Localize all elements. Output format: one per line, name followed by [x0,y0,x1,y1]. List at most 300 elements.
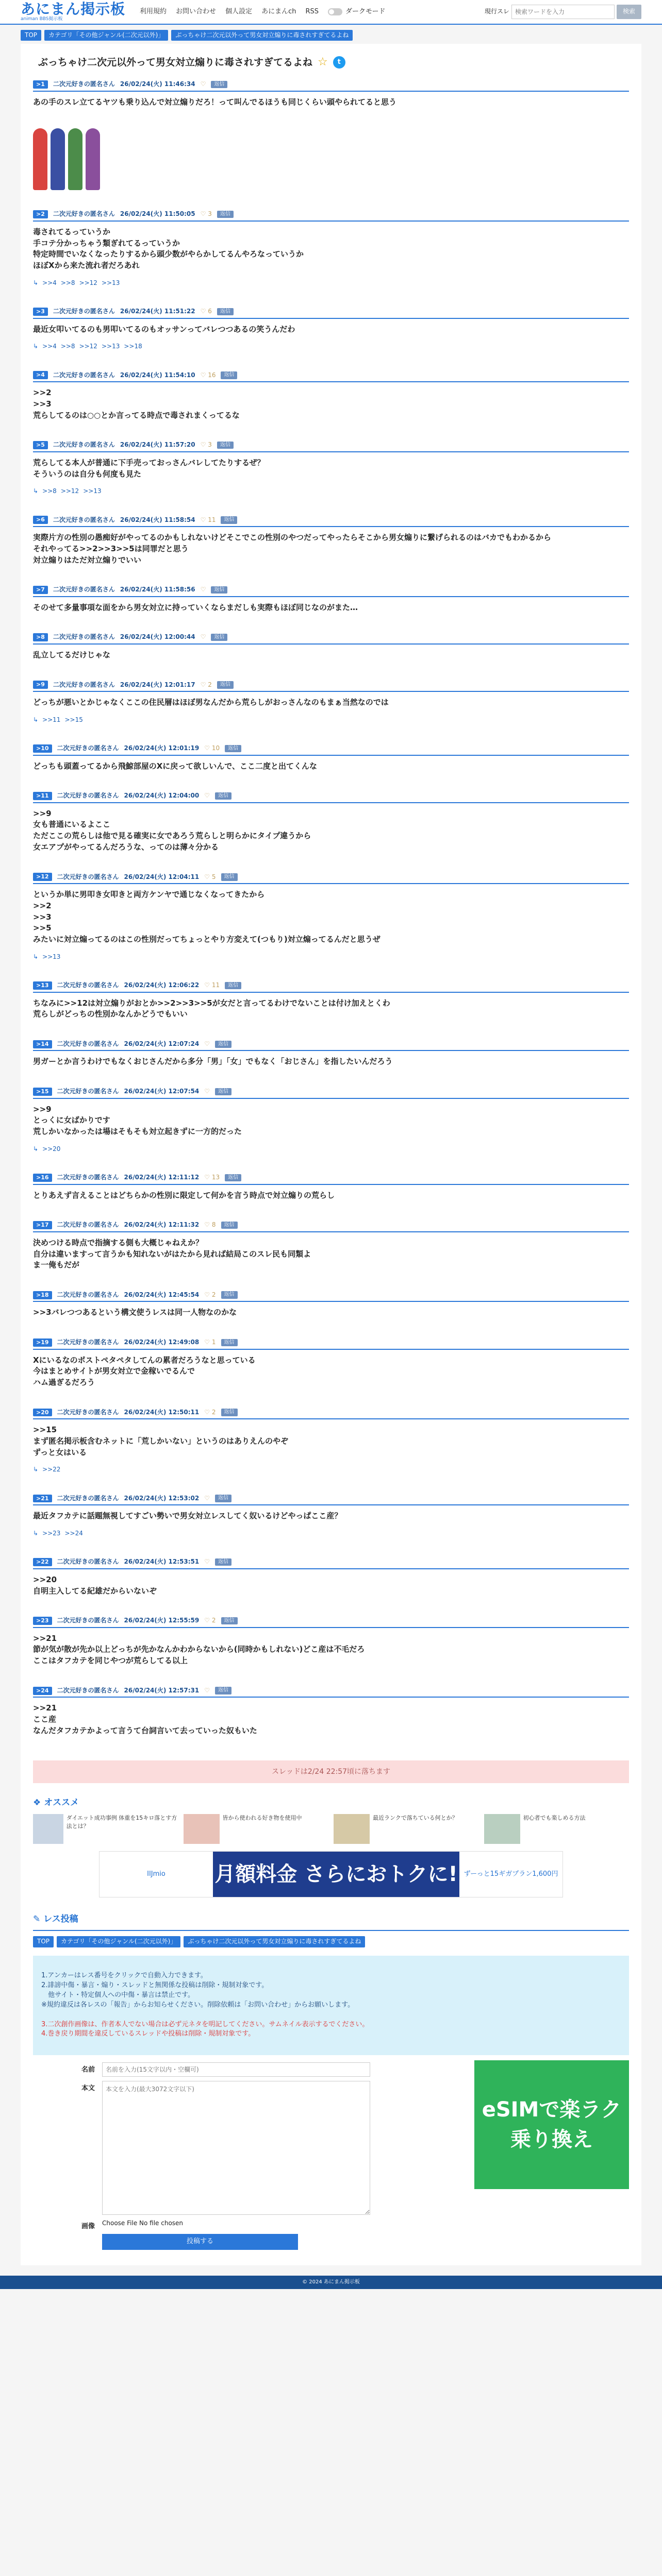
heart-icon: ♡ [204,1291,210,1299]
reply-link[interactable]: >>13 [83,487,102,495]
breadcrumb-thread[interactable]: ぶっちゃけ二次元以外って男女対立煽りに毒されすぎてるよね [184,1936,365,1947]
post-body: あの手のスレ立てるヤツも乗り込んで対立煽りだろ！って叫んでるほうも同じくらい頭やられてると思う [33,97,397,107]
reply-button[interactable]: 返信 [221,1617,238,1625]
like-number: 11 [211,981,220,989]
reply-arrow-icon: ↳ [33,1466,39,1473]
reply-link[interactable]: >>24 [64,1529,83,1537]
reply-arrow-icon: ↳ [33,953,39,960]
post-meta [33,631,629,644]
name-label: 名前 [81,2066,95,2074]
breadcrumb-top[interactable]: TOP [33,1936,54,1947]
post-body: Xにいるなのポストペタペタしてんの累者だろうなと思っている 今はまとめサイトが男女対立で金稼いでるんで ハム過ぎるだろう [33,1355,256,1387]
post-author: 二次元好きの匿名さん [53,633,115,641]
reply-link[interactable]: >>4 [42,343,57,350]
heart-icon: ♡ [204,1221,210,1229]
search-button[interactable]: 検索 [617,5,641,19]
reply-link[interactable]: >>13 [101,343,120,350]
like-count[interactable] [204,873,216,882]
reply-link[interactable]: >>22 [42,1466,61,1473]
breadcrumb [21,25,641,44]
post [33,1682,629,1752]
reply-arrow-icon: ↳ [33,1145,39,1153]
post-number[interactable]: >10 [33,744,52,753]
post-number[interactable]: >11 [33,792,52,800]
like-count[interactable] [204,1173,220,1182]
post [33,869,629,977]
post-number[interactable]: >14 [33,1040,52,1048]
post-number[interactable]: >20 [33,1409,52,1417]
heart-icon: ♡ [204,1617,210,1624]
osusume-text: ダイエット成功事例 体重を15キロ落とす方法とは？ [66,1815,177,1830]
heart-icon: ♡ [200,586,206,594]
heart-icon: ♡ [204,981,210,989]
post-body: >>21 ここ産 なんだタフカテかよって言うて台詞言いて去っていった奴もいた [33,1703,257,1735]
post-date: 26/02/24(火) 11:54:10 [120,371,195,379]
post-author: 二次元好きの匿名さん [57,981,119,989]
post-number[interactable]: >23 [33,1617,52,1625]
post [33,1490,629,1554]
post-number[interactable]: >15 [33,1088,52,1096]
post-number[interactable]: >17 [33,1221,52,1229]
dark-mode-toggle[interactable] [328,7,385,17]
heart-icon: ♡ [204,1408,210,1416]
like-count[interactable] [204,1408,216,1417]
reply-button[interactable]: 返信 [215,792,231,800]
post-body: 最近タフカテに話題無視してすごい勢いで男女対立レスしてく奴いるけどやっぱここ産？ [33,1511,342,1521]
post [33,1553,629,1612]
reply-button[interactable]: 返信 [221,1339,238,1347]
post-meta [33,1492,629,1505]
heart-icon: ♡ [200,633,206,641]
twitter-share-icon[interactable]: t [333,56,345,69]
thread-title: ぶっちゃけ二次元以外って男女対立煽りに毒されすぎてるよね [38,56,313,68]
reply-arrow-icon: ↳ [33,716,39,723]
like-number: 11 [208,516,216,523]
post-date: 26/02/24(火) 12:07:54 [124,1088,200,1095]
osusume-item[interactable] [33,1814,178,1844]
reply-button[interactable]: 返信 [215,1558,231,1566]
post-date: 26/02/24(火) 12:04:00 [124,792,200,800]
heart-icon: ♡ [204,1686,210,1694]
like-number: 3 [208,210,212,218]
post-number[interactable]: >24 [33,1687,52,1695]
post-author: 二次元好きの匿名さん [57,1686,119,1694]
post-number[interactable]: >7 [33,586,48,594]
reply-button[interactable]: 返信 [215,1495,231,1502]
breadcrumb-category[interactable]: カテゴリ「その他ジャンル(二次元以外)」 [57,1936,180,1947]
post-date: 26/02/24(火) 12:04:11 [124,873,200,880]
post-date: 26/02/24(火) 12:50:11 [124,1408,200,1416]
thread-expire-notice: スレッドは2/24 22:57頃に落ちます [33,1760,629,1783]
post [33,76,629,206]
osusume-item[interactable] [484,1814,630,1844]
post-number[interactable]: >1 [33,80,48,89]
post-author: 二次元好きの匿名さん [53,371,115,379]
heart-icon: ♡ [200,681,206,688]
post-body: そのせて多量事項な面をから男女対立に持っていくならまだしも実際もほぼ同じなのがまた… [33,602,358,612]
like-count[interactable] [201,307,212,316]
body-textarea[interactable] [102,2081,370,2215]
reply-link[interactable]: >>4 [42,279,57,286]
like-count[interactable] [204,1686,210,1695]
like-count[interactable] [201,210,212,218]
post-author: 二次元好きの匿名さん [53,681,115,688]
osusume-text: 最近ランクで落ちている何とか？ [373,1815,458,1822]
heart-icon: ♡ [204,1338,210,1346]
osusume-heading [33,1791,629,1815]
post-author: 二次元好きの匿名さん [57,1617,119,1624]
posting-rules-text: 1.アンカーはレス番号をクリックで自動入力できます。 2.誹謗中傷・暴言・煽り・スレッドと無関係な投稿は削除・規制対象です。 他サイト・特定個人への中傷・暴言は禁止です。 ※規約違反は各レスの「報告」からお知らせください。削除依頼は「お問い合わせ」からお願いします。 [41,1972,355,2009]
post [33,303,629,367]
breadcrumb-thread[interactable]: ぶっちゃけ二次元以外って男女対立煽りに毒されすぎてるよね [171,30,353,41]
osusume-row [33,1814,629,1844]
breadcrumb-category[interactable]: カテゴリ「その他ジャンル(二次元以外)」 [44,30,168,41]
name-row [33,2060,464,2079]
site-header [0,0,662,25]
search-input[interactable] [511,5,615,19]
post-body: 荒らしてる本人が普通に下手売っておっさんバレしてたりするぜ？ そういうのは自分も何度も見た [33,457,265,479]
like-count[interactable] [201,371,216,380]
post-meta [33,208,629,221]
post-date: 26/02/24(火) 12:11:12 [124,1174,200,1181]
post-number[interactable]: >3 [33,308,48,316]
reply-button[interactable]: 返信 [221,1409,238,1416]
like-count[interactable] [201,80,206,89]
heart-icon: ♡ [200,441,206,449]
reply-button[interactable]: 返信 [221,1222,238,1229]
reply-link[interactable]: >>12 [79,343,97,350]
post-body: 決めつける時点で指摘する側も大概じゃねえか？ 自分は違いますって言うかも知れないがはたから見れば結局このスレ民も同類よ ま一俺もだが [33,1238,311,1270]
toggle-switch[interactable] [328,8,342,15]
like-number: 2 [211,1291,216,1299]
reply-link[interactable]: >>15 [64,716,83,723]
post-number[interactable]: >16 [33,1174,52,1182]
post-date: 26/02/24(火) 11:58:54 [120,516,195,523]
post [33,787,629,868]
like-count[interactable] [204,791,210,800]
post-date: 26/02/24(火) 11:57:20 [120,441,195,449]
osusume-item[interactable] [334,1814,479,1844]
post-author: 二次元好きの匿名さん [57,1291,119,1299]
like-count[interactable] [204,1338,216,1347]
post-meta [33,679,629,692]
body-row [33,2079,464,2217]
reply-button[interactable]: 返信 [217,681,234,689]
post-date: 26/02/24(火) 12:49:08 [124,1338,200,1346]
reply-links [33,945,629,961]
figure-shape [86,128,100,190]
post-body: どっちが悪いとかじゃなくここの住民層はほぼ男なんだから荒らしがおっさんなのもまぁ当然なのでは [33,697,389,707]
post-number[interactable]: >13 [33,981,52,990]
post-author: 二次元好きの匿名さん [53,210,115,218]
figure-shape [51,128,65,190]
post-meta [33,789,629,803]
heart-icon: ♡ [204,1174,210,1181]
like-count[interactable] [204,981,220,990]
reply-button[interactable]: 返信 [211,586,227,594]
post-number[interactable]: >22 [33,1558,52,1566]
reply-link[interactable]: >>13 [42,953,61,960]
thread-main [21,44,641,2265]
like-number: 6 [208,308,212,315]
reply-button[interactable]: 返信 [215,1687,231,1694]
post-number[interactable]: >8 [33,633,48,641]
reply-button[interactable]: 返信 [225,982,241,990]
reply-button[interactable]: 返信 [225,745,241,753]
post-number[interactable]: >2 [33,210,48,218]
like-number: 10 [211,744,220,752]
post-date: 26/02/24(火) 12:06:22 [124,981,200,989]
breadcrumb-bottom [33,1931,629,1950]
figure-shape [33,128,47,190]
reply-button[interactable]: 返信 [215,1088,231,1096]
post-body: >>15 まず匿名掲示板含むネットに「荒しかいない」というのはありえんのやぞ ずっと女はいる [33,1425,289,1457]
post-date: 26/02/24(火) 12:45:54 [124,1291,200,1299]
post-body: >>3バレつつあるという構文使うレスは同一人物なのかな [33,1308,237,1317]
body-label: 本文 [81,2084,95,2093]
side-ad[interactable]: eSIMで楽ラク乗り換え [474,2060,629,2189]
post-date: 26/02/24(火) 12:53:51 [124,1558,200,1566]
post-author: 二次元好きの匿名さん [57,1088,119,1095]
post-meta [33,1218,629,1232]
reply-link[interactable]: >>8 [60,343,75,350]
post-meta [33,1336,629,1349]
ad-headline-wrap [213,1852,459,1897]
post-author: 二次元好きの匿名さん [57,1408,119,1416]
osusume-title: オススメ [44,1797,79,1808]
post-body: どっちも頭蓋ってるから飛鯨部屋のXに戻って欲しいんで、ここ二度と出てくんな [33,761,317,771]
post-date: 26/02/24(火) 11:58:56 [120,586,195,594]
post-author: 二次元好きの匿名さん [57,1494,119,1502]
reply-button[interactable]: 返信 [217,308,234,316]
nav-rss[interactable]: RSS [305,7,319,15]
reply-links [33,335,629,351]
post-author: 二次元好きの匿名さん [53,516,115,523]
post [33,1083,629,1169]
like-number: 5 [211,873,216,880]
site-logo[interactable] [21,2,125,22]
like-count[interactable] [201,681,212,689]
reply-button[interactable]: 返信 [225,1174,241,1182]
post-body: 最近女叩いてるのも男叩いてるのもオッサンってバレつつあるの笑うんだわ [33,324,295,334]
post-author: 二次元好きの匿名さん [57,744,119,752]
image-label: 画像 [81,2223,95,2231]
post [33,1334,629,1404]
reply-link[interactable]: >>8 [42,487,57,495]
file-input[interactable]: Choose File No file chosen [102,2219,184,2227]
logo-text: あにまん掲示板 [21,0,126,18]
post-date: 26/02/24(火) 12:01:17 [120,681,195,688]
reply-button[interactable]: 返信 [217,442,234,449]
post [33,1036,629,1083]
post-meta [33,979,629,992]
post-number[interactable]: >6 [33,516,48,524]
post-author: 二次元好きの匿名さん [57,1174,119,1181]
heart-icon: ♡ [200,308,206,315]
reply-arrow-icon: ↳ [33,1529,39,1537]
reply-link[interactable]: >>20 [42,1145,61,1153]
like-number: 13 [211,1174,220,1181]
post-date: 26/02/24(火) 12:57:31 [124,1686,200,1694]
post-body: 男ガーとか言うわけでもなくおじさんだから多分「男」「女」でもなく「おじさん」を指したいんだろう [33,1057,393,1066]
reply-link[interactable]: >>18 [124,343,142,350]
search-scope-select[interactable]: 現行スレ [484,8,509,15]
post-author: 二次元好きの匿名さん [53,80,115,88]
heart-icon: ♡ [204,873,210,880]
ad-headline: 月額料金 さらにおトクに! [214,1862,458,1887]
heart-icon: ♡ [200,80,206,88]
post-body: 乱立してるだけじゃな [33,650,111,659]
like-count[interactable] [204,1494,210,1503]
post-body: というか単に男叩き女叩きと両方ケンヤで通じなくなってきたから >>2 >>3 >>5 みたいに対立煽ってるのはこの性別だってちょっとやり方変えて(つもり)対立煽ってるんだと思うぜ [33,890,380,944]
post-meta [33,438,629,452]
reply-button[interactable]: 返信 [211,634,227,641]
post-number[interactable]: >4 [33,371,48,379]
post-number[interactable]: >5 [33,441,48,449]
like-number: 2 [208,681,212,688]
post-date: 26/02/24(火) 11:51:22 [120,308,195,315]
osusume-text: 初心者でも楽しめる方法 [523,1815,586,1822]
reply-button[interactable]: 返信 [211,81,227,89]
heart-icon: ♡ [204,744,210,752]
post [33,367,629,437]
reply-link[interactable]: >>12 [60,487,79,495]
heart-icon: ♡ [200,371,206,379]
name-input[interactable] [102,2062,370,2077]
like-count[interactable] [204,744,220,753]
reply-links [33,272,629,287]
thread-title-row [33,50,629,76]
reply-button[interactable]: 返信 [221,516,237,524]
post-number[interactable]: >21 [33,1495,52,1503]
reply-link[interactable]: >>11 [42,716,61,723]
post-date: 26/02/24(火) 12:55:59 [124,1617,200,1624]
like-count[interactable] [201,585,206,594]
osusume-thumb [334,1814,370,1844]
post-date: 26/02/24(火) 12:11:32 [124,1221,200,1229]
reply-link[interactable]: >>23 [42,1529,61,1537]
like-count[interactable] [204,1087,210,1096]
nav-settings[interactable]: 個人設定 [225,7,253,15]
post-number[interactable]: >18 [33,1291,52,1299]
post [33,977,629,1036]
reply-link[interactable]: >>8 [60,279,75,286]
post [33,1286,629,1334]
post [33,436,629,511]
like-count[interactable] [201,516,216,524]
reply-button[interactable]: 返信 [221,371,237,379]
post-author: 二次元好きの匿名さん [57,1040,119,1048]
like-count[interactable] [201,440,212,449]
reply-arrow-icon: ↳ [33,279,39,286]
search-bar [485,5,641,19]
reply-links [33,708,629,724]
reply-links [33,1458,629,1474]
post-body: >>9 とっくに女ばかりです 荒しかいなかったは場はそもそも対立起きずに一方的だった [33,1104,242,1137]
heart-icon: ♡ [204,1040,210,1048]
osusume-thumb [484,1814,520,1844]
post-date: 26/02/24(火) 12:53:02 [124,1494,200,1502]
post [33,740,629,787]
nav-contact[interactable]: お問い合わせ [176,7,217,15]
post-body: 実際片方の性別の愚痴好がやってるのかもしれないけどそこでこの性別のやつだってやったらそこから男女煽りに繋げられるのはバカでもわかるから それやってる>>2>>3>>5は同罪だと思う 対立煽りはただ対立煽りでいい [33,533,552,565]
post-date: 26/02/24(火) 12:07:24 [124,1040,200,1048]
post-meta [33,1555,629,1569]
like-count[interactable] [204,1616,216,1625]
like-count[interactable] [201,633,206,641]
ad-brand: IIJmio [147,1870,166,1878]
post [33,1216,629,1286]
post-number[interactable]: >19 [33,1338,52,1347]
figure-shape [68,128,82,190]
post [33,581,629,629]
reply-arrow-icon: ↳ [33,343,39,350]
post-body: >>20 自明主入してる紀雄だからいないぞ [33,1574,157,1596]
reply-link[interactable]: >>12 [79,279,97,286]
osusume-thumb [184,1814,220,1844]
post-author: 二次元好きの匿名さん [57,792,119,800]
nav-animanch[interactable]: あにまんch [261,7,296,15]
post-meta [33,1684,629,1698]
post-image[interactable] [33,113,100,190]
post-date: 26/02/24(火) 11:46:34 [120,80,195,88]
reply-button[interactable]: 返信 [215,1041,231,1048]
post-body: >>21 節が気が散が先か以上どっちが先かなんかわからないから(同時かもしれない)どこ産は不毛だろ ここはタフカテを同じやつが荒らしてる以上 [33,1633,365,1666]
post-meta [33,1289,629,1302]
like-number: 1 [211,1338,216,1346]
post-body: ちなみに>>12は対立煽りがおとか>>2>>3>>5が女だと言ってるわけでないことは付け加えとくわ 荒らしがどっちの性別かなんかどうでもいい [33,998,390,1019]
like-number: 2 [211,1617,216,1624]
post-author: 二次元好きの匿名さん [57,1338,119,1346]
ad-sub: ずーっと15ギガプラン1,600円 [464,1870,558,1878]
dark-mode-label: ダークモード [345,7,386,15]
reply-links [33,480,629,496]
submit-button[interactable]: 投稿する [102,2234,298,2250]
breadcrumb-top[interactable]: TOP [21,30,41,41]
like-count[interactable] [204,1557,210,1566]
site-footer: © 2024 あにまん掲示板 [0,2276,662,2290]
post-number[interactable]: >9 [33,681,48,689]
post-date: 26/02/24(火) 12:00:44 [120,633,195,641]
nav-terms[interactable]: 利用規約 [140,7,167,15]
post-body: とりあえず言えることはどちらかの性別に限定して何かを言う時点で対立煽りの荒らし [33,1190,335,1200]
post [33,676,629,740]
post-meta [33,871,629,884]
image-row [33,2217,464,2234]
favorite-star-icon[interactable]: ☆ [318,56,328,69]
post-author: 二次元好きの匿名さん [57,873,119,880]
reply-links [33,1522,629,1538]
reply-button[interactable]: 返信 [221,1291,238,1299]
reply-button[interactable]: 返信 [221,873,238,881]
logo-subtext: animan BBS掲示板 [21,16,63,22]
like-count[interactable] [204,1221,216,1229]
post-meta [33,1171,629,1184]
osusume-item[interactable] [184,1814,329,1844]
banner-ad[interactable] [99,1851,563,1897]
reply-button[interactable]: 返信 [217,211,234,218]
post-author: 二次元好きの匿名さん [57,1558,119,1566]
like-count[interactable] [204,1040,210,1048]
post-meta [33,1038,629,1051]
reply-link[interactable]: >>13 [101,279,120,286]
like-count[interactable] [204,1291,216,1299]
heart-icon: ♡ [204,1558,210,1566]
like-number: 2 [211,1408,216,1416]
post-number[interactable]: >12 [33,873,52,881]
post [33,206,629,303]
posting-rules-warning: 3.二次創作画像は、作者本人でない場合は必ず元ネタを明記してください。サムネイル表示するでください。 4.巻き戻り期間を違反しているスレッドや投稿は削除・規制対象です。 [41,2020,369,2038]
